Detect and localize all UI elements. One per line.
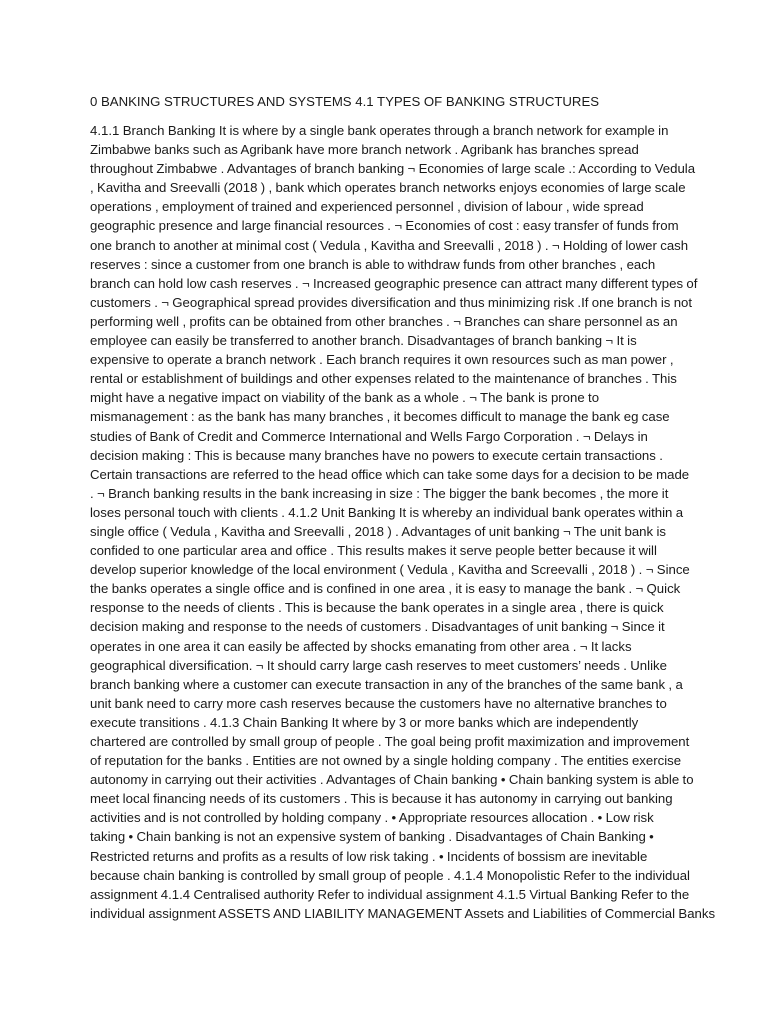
body-text-line: mismanagement : as the bank has many branches , it becomes difficult to manage the bank eg case — [90, 409, 670, 425]
body-text-line: decision making and response to the needs of customers . Disadvantages of unit banking ¬ Since it — [90, 619, 665, 635]
body-text-line: employee can easily be transferred to another branch. Disadvantages of branch banking ¬ It is — [90, 333, 637, 349]
body-text-line: autonomy in carrying out their activities . Advantages of Chain banking • Chain banking system is able to — [90, 772, 694, 788]
body-text-line: branch banking where a customer can execute transaction in any of the branches of the same bank , a — [90, 676, 683, 692]
body-text-line: might have a negative impact on viability of the bank as a whole . ¬ The bank is prone to — [90, 390, 600, 406]
body-text-line: studies of Bank of Credit and Commerce International and Wells Fargo Corporation . ¬ Delays in — [90, 428, 648, 444]
body-text-line: operations , employment of trained and experienced personnel , division of labour , wide spread — [90, 199, 644, 215]
body-text-line: geographic presence and large financial resources . ¬ Economies of cost : easy transfer of funds from — [90, 218, 679, 234]
body-text-line: one branch to another at minimal cost ( Vedula , Kavitha and Sreevalli , 2018 ) . ¬ Holding of lower cash — [90, 237, 689, 253]
body-text-line: customers . ¬ Geographical spread provides diversification and thus minimizing risk .If one branch is not — [90, 294, 693, 310]
body-text-line: unit bank need to carry more cash reserves because the customers have no alternative branches to — [90, 695, 667, 711]
body-text-line: chartered are controlled by small group of people . The goal being profit maximization and improvement — [90, 734, 690, 749]
body-text-line: activities and is not controlled by holding company . • Appropriate resources allocation . • Low risk — [90, 810, 654, 826]
body-text-line: performing well , profits can be obtained from other branches . ¬ Branches can share personnel as an — [90, 313, 678, 329]
body-text-line: Restricted returns and profits as a results of low risk taking . • Incidents of bossism are inevitable — [90, 848, 648, 864]
body-text-line: 4.1.1 Branch Banking It is where by a single bank operates through a branch network for example in — [90, 123, 669, 138]
body-text-line: Zimbabwe banks such as Agribank have more branch network . Agribank has branches spread — [90, 142, 639, 158]
body-text-line: response to the needs of clients . This is because the bank operates in a single area , there is quick — [90, 600, 664, 616]
body-text-line: decision making : This is because many branches have no powers to execute certain transactions . — [90, 447, 663, 463]
body-text-line: execute transitions . 4.1.3 Chain Banking It where by 3 or more banks which are independently — [90, 714, 639, 730]
body-text-line: expensive to operate a branch network . Each branch requires it own resources such as man power , — [90, 352, 674, 368]
body-text-line: meet local financing needs of its customers . This is because it has autonomy in carrying out banking — [90, 791, 673, 807]
body-text-line: Certain transactions are referred to the head office which can take some days for a decision to be made — [90, 466, 690, 482]
body-text-line: loses personal touch with clients . 4.1.2 Unit Banking It is whereby an individual bank operates within a — [90, 504, 684, 520]
body-text-line: operates in one area it can easily be affected by shocks emanating from other area . ¬ It lacks — [90, 638, 632, 654]
body-text-line: reserves : since a customer from one branch is able to withdraw funds from other branches , each — [90, 256, 656, 272]
body-text-line: . ¬ Branch banking results in the bank increasing in size : The bigger the bank becomes , the more it — [90, 485, 669, 501]
body-text-line: assignment 4.1.4 Centralised authority Refer to individual assignment 4.1.5 Virtual Banking Refer to the — [90, 886, 690, 902]
body-text-line: , Kavitha and Sreevalli (2018 ) , bank which operates branch networks enjoys economies of large scale — [90, 180, 686, 196]
body-text-line: confided to one particular area and office . This results makes it serve people better because it will — [90, 543, 657, 559]
document-body — [90, 121, 716, 923]
body-text-line: of reputation for the banks . Entities are not owned by a single holding company . The entities exercise — [90, 753, 682, 769]
body-text-line: the banks operates a single office and is confined in one area , it is easy to manage the bank . ¬ Quick — [90, 581, 681, 597]
body-text-line: geographical diversification. ¬ It should carry large cash reserves to meet customers’ needs . Unlike — [90, 657, 667, 673]
body-text-line: single office ( Vedula , Kavitha and Sreevalli , 2018 ) . Advantages of unit banking ¬ The unit bank is — [90, 523, 666, 539]
body-text-line: throughout Zimbabwe . Advantages of branch banking ¬ Economies of large scale .: According to Vedula — [90, 161, 696, 177]
body-text-line: rental or establishment of buildings and other expenses related to the maintenance of branches . This — [90, 371, 677, 387]
body-text-line: develop superior knowledge of the local environment ( Vedula , Kavitha and Screevalli , 2018 ) . ¬ Since — [90, 562, 690, 578]
body-text-line: because chain banking is controlled by small group of people . 4.1.4 Monopolistic Refer to the individual — [90, 867, 690, 883]
document-heading: 0 BANKING STRUCTURES AND SYSTEMS 4.1 TYPES OF BANKING STRUCTURES — [90, 94, 600, 109]
body-text-line: taking • Chain banking is not an expensive system of banking . Disadvantages of Chain Banking • — [90, 829, 654, 845]
body-text-line: branch can hold low cash reserves . ¬ Increased geographic presence can attract many different types of — [90, 275, 698, 291]
body-text-line: individual assignment ASSETS AND LIABILITY MANAGEMENT Assets and Liabilities of Commercial Banks — [90, 905, 716, 921]
